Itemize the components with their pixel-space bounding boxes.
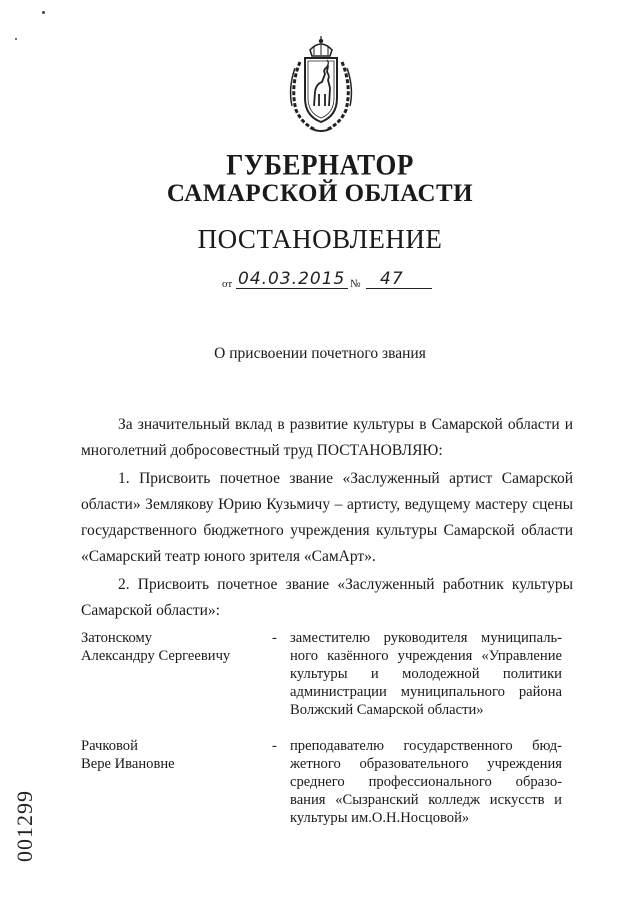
coat-of-arms-emblem-icon <box>286 36 356 136</box>
handwritten-number: 47 <box>380 269 404 289</box>
item-1-line-1: 1. Присвоить почетное звание «Заслуженный артист Самарской <box>118 470 573 487</box>
awardee-position-line: культуры и молодежной политики <box>290 666 562 682</box>
item-2-line-1: 2. Присвоить почетное звание «Заслуженный работник культуры <box>118 576 573 593</box>
item-1-line-4: «Самарский театр юного зрителя «СамАрт». <box>81 548 376 565</box>
awardee-surname: Рачковой <box>81 738 138 754</box>
awardee-given-names: Вере Ивановне <box>81 756 175 772</box>
list-dash: - <box>272 630 277 646</box>
item-2-line-2: Самарской области»: <box>81 602 220 619</box>
handwritten-date: 04.03.2015 <box>238 269 346 289</box>
registration-stamp-number: 001299 <box>12 790 37 862</box>
awardee-position-line: преподавателю государственного бюд- <box>290 738 562 754</box>
awardee-position <box>290 737 562 827</box>
scan-speck <box>15 38 17 40</box>
preamble-line-1: За значительный вклад в развитие культуры в Самарской области и <box>118 416 573 433</box>
awardee-name <box>81 737 271 773</box>
awardee-surname: Затонскому <box>81 630 153 646</box>
awardee-position-line: вания «Сызранский колледж искусств и <box>290 792 562 808</box>
awardee-position-line: администрации муниципального района <box>290 684 562 700</box>
preamble-line-2: многолетний добросовестный труд ПОСТАНОВЛЯЮ: <box>81 442 443 459</box>
awardee-position-line: заместителю руководителя муниципаль- <box>290 630 562 646</box>
scan-speck <box>42 11 45 14</box>
item-1-line-2: области» Землякову Юрию Кузьмичу – артисту, ведущему мастеру сцены <box>81 496 573 513</box>
awardee-name <box>81 629 271 665</box>
awardee-position-line: ного казённого учреждения «Управление <box>290 648 562 664</box>
item-1-line-3: государственного бюджетного учреждения культуры Самарской области <box>81 522 573 539</box>
date-from-label: от <box>222 278 233 290</box>
issuer-title-line-2: САМАРСКОЙ ОБЛАСТИ <box>166 180 474 207</box>
document-subject: О присвоении почетного звания <box>214 345 426 362</box>
document-type-heading: ПОСТАНОВЛЕНИЕ <box>197 224 443 254</box>
awardee-given-names: Александру Сергеевичу <box>81 648 231 664</box>
number-label: № <box>350 278 361 290</box>
list-dash: - <box>272 738 277 754</box>
awardee-position-line: жетного образовательного учреждения <box>290 756 562 772</box>
date-and-number-line <box>222 270 442 294</box>
awardee-position-line: среднего профессионального образо- <box>290 774 562 790</box>
awardee-position-line: культуры им.О.Н.Носцовой» <box>290 810 470 826</box>
awardee-position <box>290 629 562 719</box>
issuer-title-line-1: ГУБЕРНАТОР <box>226 148 414 182</box>
awardee-position-line: Волжский Самарской области» <box>290 702 484 718</box>
